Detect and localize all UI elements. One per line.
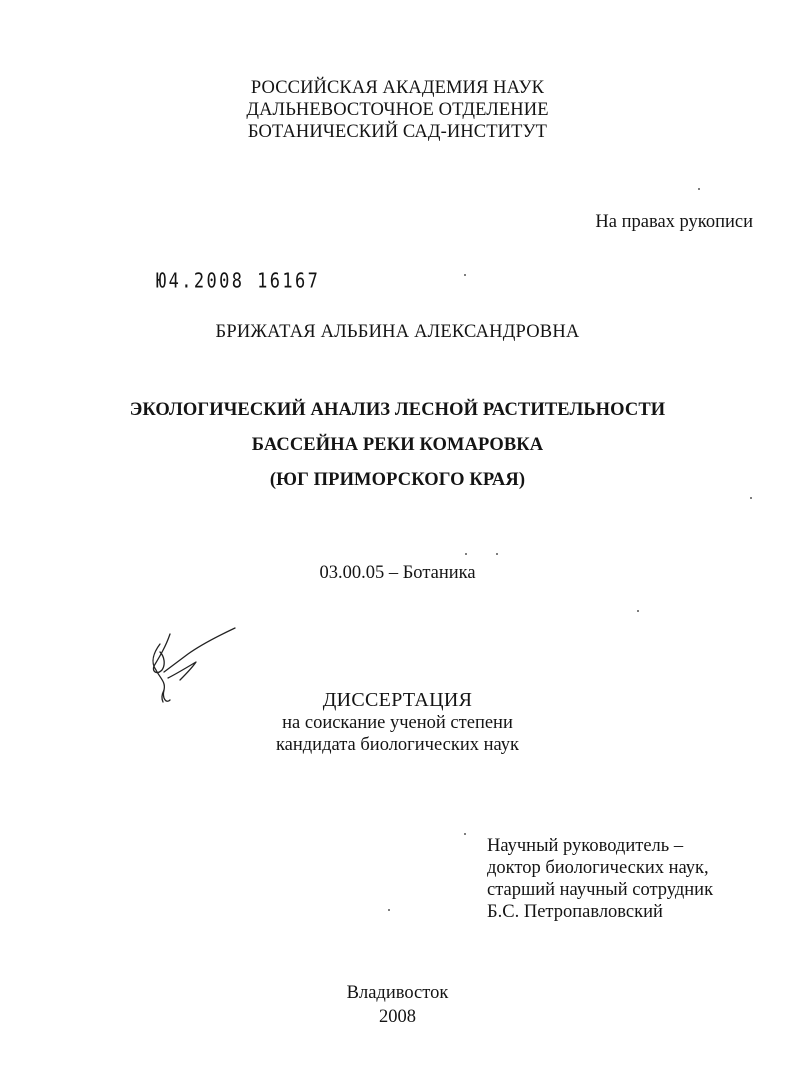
- scan-speck: [496, 553, 498, 555]
- place-and-year: [0, 981, 795, 1029]
- organization-line: БОТАНИЧЕСКИЙ САД-ИНСТИТУТ: [247, 122, 548, 142]
- scan-speck: [388, 909, 390, 911]
- supervisor-name: Б.С. Петропавловский: [487, 902, 663, 922]
- city: Владивосток: [346, 983, 449, 1003]
- scan-speck: [464, 274, 466, 276]
- scan-speck: [637, 610, 639, 612]
- supervisor-line: Научный руководитель –: [487, 836, 684, 856]
- supervisor-block: [487, 835, 713, 923]
- organization-header: [0, 77, 795, 143]
- author-name: БРИЖАТАЯ АЛЬБИНА АЛЕКСАНДРОВНА: [215, 322, 580, 342]
- dissertation-title: [0, 393, 795, 498]
- title-line: БАССЕЙНА РЕКИ КОМАРОВКА: [251, 435, 544, 455]
- scan-speck: [698, 188, 700, 190]
- supervisor-line: доктор биологических наук,: [487, 858, 709, 878]
- title-line: (ЮГ ПРИМОРСКОГО КРАЯ): [269, 470, 526, 490]
- scan-speck: [750, 497, 752, 499]
- degree-line: на соискание ученой степени: [282, 713, 513, 733]
- scan-speck: [464, 833, 466, 835]
- organization-line: РОССИЙСКАЯ АКАДЕМИЯ НАУК: [250, 78, 545, 98]
- scan-speck: [465, 553, 467, 555]
- manuscript-rights-note: На правах рукописи: [595, 212, 753, 232]
- dissertation-heading: ДИССЕРТАЦИЯ: [322, 689, 473, 711]
- dissertation-degree-block: [0, 688, 795, 756]
- specialty-code: 03.00.05 – Ботаника: [319, 563, 476, 583]
- supervisor-line: старший научный сотрудник: [487, 880, 714, 900]
- title-line: ЭКОЛОГИЧЕСКИЙ АНАЛИЗ ЛЕСНОЙ РАСТИТЕЛЬНОСТИ: [129, 400, 666, 420]
- organization-line: ДАЛЬНЕВОСТОЧНОЕ ОТДЕЛЕНИЕ: [246, 100, 549, 120]
- year: 2008: [379, 1007, 416, 1027]
- degree-line: кандидата биологических наук: [275, 735, 520, 755]
- catalog-number-stamp: Ю4.2008 16167: [156, 270, 321, 294]
